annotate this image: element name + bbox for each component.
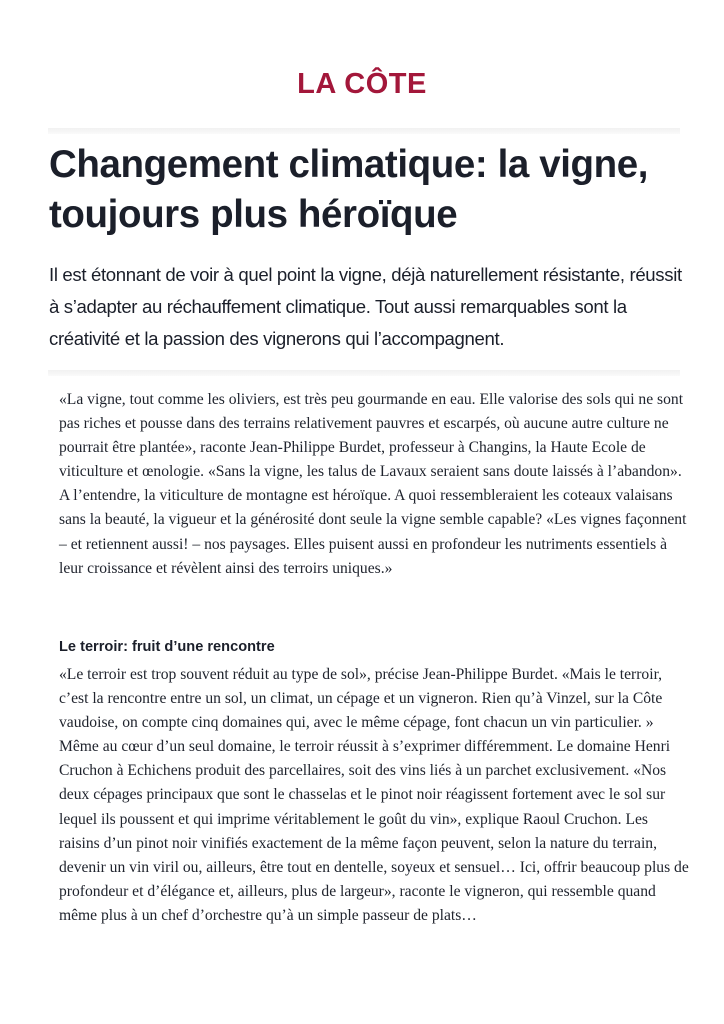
lead-divider [48,370,680,376]
body-paragraph-1: «La vigne, tout comme les oliviers, est très peu gourmande en eau. Elle valorise des sols qui ne sont pas riches et pousse dans des terrains relativement pauvres et escarpés, où aucune autre culture ne pourrait être plantée», raconte Jean-Philippe Burdet, professeur à Changins, la Haute Ecole de viticulture et œnologie. «Sans la vigne, les talus de Lavaux seraient sans doute laissés à l’abandon». A l’entendre, la viticulture de montagne est héroïque. A quoi ressembleraient les coteaux valaisans sans la beauté, la vigueur et la générosité dont seule la vigne semble capable? «Les vignes façonnent – et retiennent aussi! – nos paysages. Elles puisent aussi en profondeur les nutriments essentiels à leur croissance et révèlent ainsi des terroirs uniques.» [59,391,687,577]
section-subheading: Le terroir: fruit d’une rencontre [59,639,275,655]
article-lead: Il est étonnant de voir à quel point la vigne, déjà naturellement résistante, réussit à s’adapter au réchauffement climatique. Tout aussi remarquables sont la créativité et la passion des vignerons qui l’accompagnent. [49,264,682,349]
publication-logo[interactable]: LA CÔTE [297,68,427,100]
top-divider [48,128,680,134]
body-paragraph-2: «Le terroir est trop souvent réduit au type de sol», précise Jean-Philippe Burdet. «Mais le terroir, c’est la rencontre entre un sol, un climat, un cépage et un vigneron. Rien qu’à Vinzel, sur la Côte vaudoise, on compte cinq domaines qui, avec le même cépage, font chacun un vin particulier. » Même au cœur d’un seul domaine, le terroir réussit à s’exprimer différemment. Le domaine Henri Cruchon à Echichens produit des parcellaires, soit des vins liés à un parchet exclusivement. «Nos deux cépages principaux que sont le chasselas et le pinot noir réagissent fortement avec le sol sur lequel ils poussent et qui imprime véritablement le goût du vin», explique Raoul Cruchon. Les raisins d’un pinot noir vinifiés exactement de la même façon peuvent, selon la nature du terrain, devenir un vin viril ou, ailleurs, être tout en dentelle, soyeux et sensuel… Ici, offrir beaucoup plus de profondeur et d’élégance et, ailleurs, plus de largeur», raconte le vigneron, qui ressemble quand même plus à un chef d’orchestre qu’à un simple passeur de plats… [59,666,689,924]
article-title: Changement climatique: la vigne, toujours plus héroïque [49,143,649,236]
